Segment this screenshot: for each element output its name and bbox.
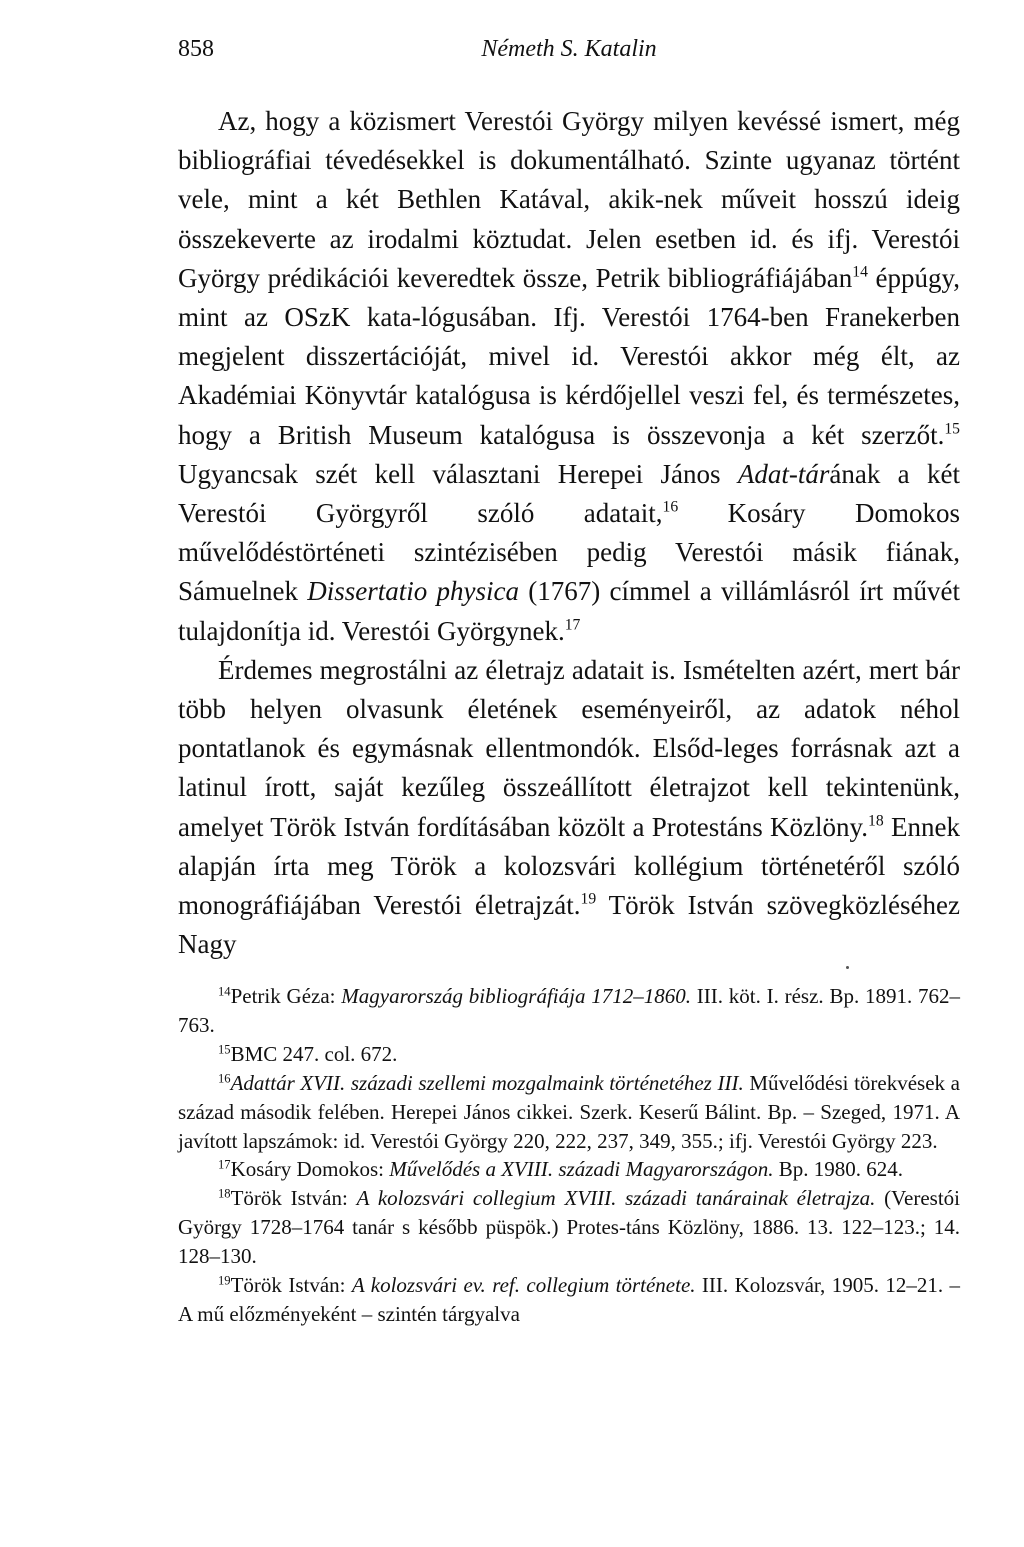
footnote-number: 16 bbox=[218, 1071, 231, 1086]
page-header bbox=[178, 36, 960, 70]
footnote-14 bbox=[178, 982, 960, 1040]
footnote-16 bbox=[178, 1069, 960, 1156]
text-run: ának a két Verestói Györgyről szóló adatait, bbox=[178, 458, 960, 529]
footnote-ref: 14 bbox=[852, 263, 868, 281]
italic-title: A kolozsvári ev. ref. collegium története. bbox=[351, 1273, 696, 1298]
footnote-19 bbox=[178, 1271, 960, 1329]
text-run: éppúgy, mint az OSzK kata-lógusában. Ifj. Verestói 1764-ben Franekerben megjelent disszertációját, mivel id. Verestói akkor még élt, az Akadémiai Könyvtár katalógusa is kérdőjellel veszi fel, és természetes, hogy a British Museum katalógusa is összevonja a két szerzőt. bbox=[178, 262, 961, 450]
footnote-ref: 17 bbox=[564, 616, 581, 633]
text-run: Kosáry Domokos művelődéstörténeti szintézisében pedig Verestói másik fiának, Sámuelnek bbox=[178, 498, 960, 607]
main-text bbox=[178, 102, 960, 964]
text-run: (Verestói György 1728–1764 tanár s később püspök.) Protes-táns Közlöny, 1886. 13. 122–123.; 14. 128–130. bbox=[178, 1186, 960, 1269]
text-run: III. Kolozsvár, 1905. 12–21. – A mű előzményeként – szintén tárgyalva bbox=[178, 1273, 961, 1326]
text-run: III. köt. I. rész. Bp. 1891. 762–763. bbox=[178, 984, 960, 1037]
footnote-18 bbox=[178, 1184, 960, 1271]
text-run: Török István: bbox=[230, 1186, 357, 1211]
footnote-17 bbox=[178, 1155, 960, 1184]
italic-title: Adattár XVII. századi szellemi mozgalmaink történetéhez III. bbox=[230, 1070, 744, 1095]
paragraph-2 bbox=[178, 651, 960, 965]
paragraph-1 bbox=[178, 102, 960, 651]
footnote-ref: 15 bbox=[944, 419, 960, 437]
italic-title: Művelődés a XVIII. századi Magyarországon. bbox=[389, 1157, 774, 1182]
footnote-ref: 16 bbox=[662, 498, 679, 516]
text-run: Török István szövegközléséhez Nagy bbox=[178, 890, 960, 960]
footnote-ref: 18 bbox=[868, 812, 884, 830]
italic-title: Magyarország bibliográfiája 1712–1860. bbox=[341, 984, 691, 1008]
text-run: Ugyancsak szét kell választani Herepei János bbox=[178, 458, 738, 489]
text-run: Művelődési törekvések a század második felében. Herepei János cikkei. Szerk. Keserű Bálint. Bp. – Szeged, 1971. A javított lapszámok: id. Verestói György 220, 222, 237, 349, 355.; ifj. Verestói György 223. bbox=[178, 1070, 960, 1153]
italic-title: Dissertatio physica bbox=[307, 576, 519, 607]
footnote-15 bbox=[178, 1040, 960, 1069]
separator-dot bbox=[846, 966, 849, 969]
text-run: Bp. 1980. 624. bbox=[773, 1157, 903, 1182]
footnote-number: 17 bbox=[218, 1157, 231, 1172]
text-run: Érdemes megrostálni az életrajz adatait is. Ismételten azért, mert bár több helyen olvasunk életének eseményeiről, az adatok néhol pontatlanok és egymásnak ellentmondók. Elsőd-leges forrásnak azt a latinul írott, saját kezűleg összeállított életrajzot kell tekintenünk, amelyet Török István fordításában közölt a Protestáns Közlöny. bbox=[178, 654, 960, 842]
footnote-number: 18 bbox=[218, 1186, 231, 1201]
text-run: Petrik Géza: bbox=[230, 984, 342, 1008]
footnotes bbox=[178, 982, 960, 1329]
footnote-number: 15 bbox=[218, 1042, 231, 1057]
text-run: Az, hogy a közismert Verestói György milyen kevéssé ismert, még bibliográfiai tévedésekkel is dokumentálható. Szinte ugyanaz történt vele, mint a két Bethlen Katával, akik-nek műveit hosszú ideig összekeverte az irodalmi köztudat. Jelen esetben id. és ifj. Verestói György prédikációi keveredtek össze, Petrik bibliográfiájában bbox=[178, 106, 960, 293]
italic-title: A kolozsvári collegium XVIII. századi tanárainak életrajza. bbox=[356, 1186, 876, 1211]
text-run: Ennek alapján írta meg Török a kolozsvári kollégium történetéről szóló monográfiájában Verestói életrajzát. bbox=[178, 811, 960, 921]
italic-title: Adat-tár bbox=[737, 458, 830, 489]
footnote-ref: 19 bbox=[580, 890, 597, 908]
running-title: Németh S. Katalin bbox=[481, 36, 657, 62]
text-run: (1767) címmel a villámlásról írt művét tulajdonítja id. Verestói Györgynek. bbox=[178, 576, 960, 646]
text-run: BMC 247. col. 672. bbox=[230, 1041, 398, 1066]
page-number: 858 bbox=[178, 36, 214, 62]
text-run: Kosáry Domokos: bbox=[230, 1157, 390, 1182]
text-run: Török István: bbox=[230, 1273, 352, 1298]
footnote-number: 19 bbox=[218, 1273, 231, 1288]
footnote-number: 14 bbox=[218, 984, 231, 999]
